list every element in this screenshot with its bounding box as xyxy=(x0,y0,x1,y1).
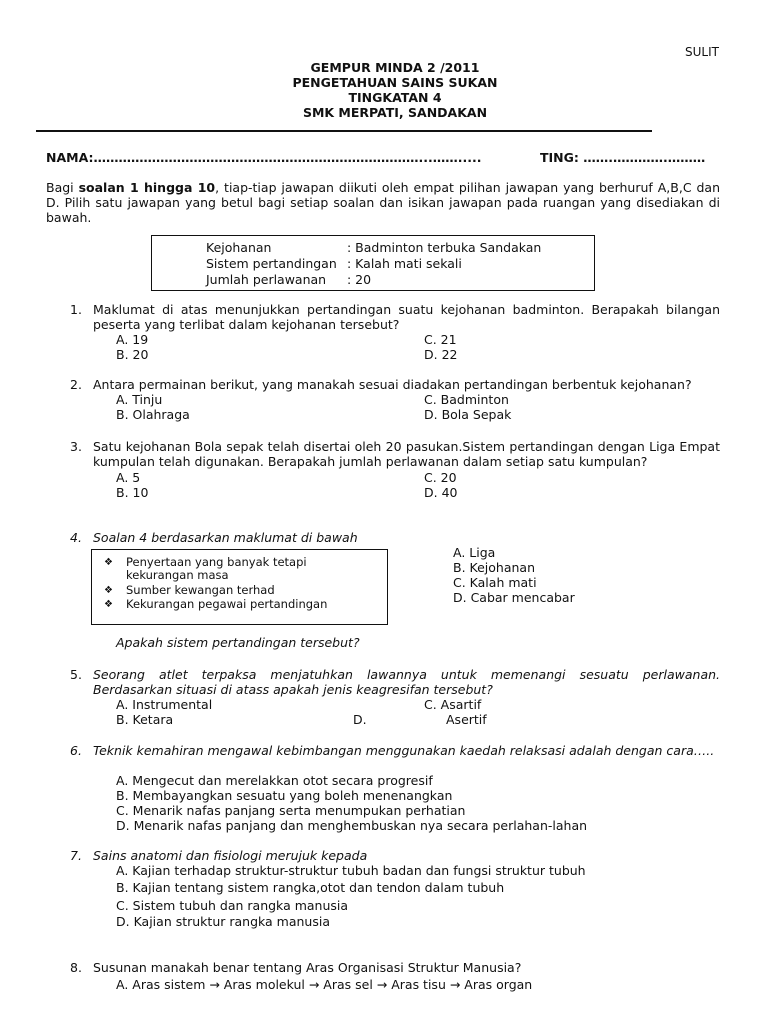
option-d: D. Kajian struktur rangka manusia xyxy=(116,914,330,929)
situation-box xyxy=(91,549,388,625)
instructions-rest: , tiap-tiap jawapan diikuti oleh empat pilihan jawapan yang berhuruf A,B,C dan D. Pilih satu jawapan yang betul bagi setiap soalan dan isikan jawapan pada ruangan yang disediakan di bawah. xyxy=(46,180,721,225)
question-5 xyxy=(70,667,720,697)
question-text: Soalan 4 berdasarkan maklumat di bawah xyxy=(93,530,358,545)
question-prompt: Apakah sistem pertandingan tersebut? xyxy=(116,635,360,650)
option-a: A. 19 xyxy=(116,332,149,347)
option-c: C. Sistem tubuh dan rangka manusia xyxy=(116,898,349,913)
form-level: TINGKATAN 4 xyxy=(348,90,442,105)
info-value: : 20 xyxy=(347,272,372,287)
option-c: C. 20 xyxy=(424,470,457,485)
question-number: 5. xyxy=(70,667,82,682)
option-d: D. Bola Sepak xyxy=(424,407,512,422)
info-value: : Badminton terbuka Sandakan xyxy=(347,240,542,255)
option-b: B. 20 xyxy=(116,347,149,362)
option-d: D. 40 xyxy=(424,485,458,500)
bullet-item xyxy=(104,597,328,611)
option-a: A. Kajian terhadap struktur-struktur tubuh badan dan fungsi struktur tubuh xyxy=(116,863,586,878)
question-text: Susunan manakah benar tentang Aras Organisasi Struktur Manusia? xyxy=(93,960,522,975)
option-c: C. 21 xyxy=(424,332,457,347)
option-b: B. 10 xyxy=(116,485,149,500)
question-text: Satu kejohanan Bola sepak telah disertai oleh 20 pasukan.Sistem pertandingan dengan Liga Empat kumpulan telah digunakan. Berapakah jumlah perlawanan dalam setiap satu kumpulan? xyxy=(93,439,720,469)
subject-title: PENGETAHUAN SAINS SUKAN xyxy=(292,75,498,90)
form-field: TING: …….………….……… xyxy=(540,150,706,165)
instructions-lead: Bagi xyxy=(46,180,79,195)
option-a: A. 5 xyxy=(116,470,141,485)
diamond-bullet-icon: ❖ xyxy=(104,557,113,568)
option-c: C. Asartif xyxy=(424,697,482,712)
question-2 xyxy=(70,377,692,392)
option-b: B. Membayangkan sesuatu yang boleh menenangkan xyxy=(116,788,453,803)
question-3 xyxy=(70,439,720,469)
option-d-letter: D. xyxy=(353,712,367,727)
school-name: SMK MERPATI, SANDAKAN xyxy=(302,105,488,120)
question-1 xyxy=(70,302,720,332)
question-text: Maklumat di atas menunjukkan pertandingan suatu kejohanan badminton. Berapakah bilangan peserta yang terlibat dalam kejohanan tersebut? xyxy=(93,302,720,332)
bullet-item xyxy=(104,555,326,582)
question-text: Antara permainan berikut, yang manakah sesuai diadakan pertandingan berbentuk kejohanan? xyxy=(93,377,692,392)
option-a: A. Mengecut dan merelakkan otot secara progresif xyxy=(116,773,433,788)
option-c: C. Menarik nafas panjang serta menumpukan perhatian xyxy=(116,803,466,818)
question-number: 1. xyxy=(70,302,82,317)
question-number: 4. xyxy=(70,530,82,545)
option-a: A. Instrumental xyxy=(116,697,213,712)
option-d: D. Menarik nafas panjang dan menghembuskan nya secara perlahan-lahan xyxy=(116,818,588,833)
option-d: D. 22 xyxy=(424,347,458,362)
question-4 xyxy=(70,530,358,545)
option-b: B. Kejohanan xyxy=(453,560,535,575)
name-field: NAMA:……………………………………………………………………...……..... xyxy=(46,150,482,165)
question-text: Seorang atlet terpaksa menjatuhkan lawannya untuk memenangi sesuatu perlawanan. Berdasarkan situasi di atass apakah jenis keagresifan tersebut? xyxy=(93,667,720,697)
question-number: 2. xyxy=(70,377,82,392)
info-key: Jumlah perlawanan xyxy=(206,272,327,287)
bullet-text: Kekurangan pegawai pertandingan xyxy=(126,597,328,611)
option-c: C. Kalah mati xyxy=(453,575,537,590)
question-number: 7. xyxy=(70,848,82,863)
question-number: 3. xyxy=(70,439,82,454)
option-a: A. Tinju xyxy=(116,392,163,407)
info-key: Sistem pertandingan xyxy=(206,256,337,271)
option-b: B. Ketara xyxy=(116,712,174,727)
option-c: C. Badminton xyxy=(424,392,509,407)
instructions-bold: soalan 1 hingga 10 xyxy=(78,180,216,195)
diamond-bullet-icon: ❖ xyxy=(104,599,113,610)
header-divider xyxy=(36,130,652,132)
question-6 xyxy=(70,743,715,758)
info-value: : Kalah mati sekali xyxy=(347,256,462,271)
diamond-bullet-icon: ❖ xyxy=(104,585,113,596)
exam-title: GEMPUR MINDA 2 /2011 xyxy=(310,60,480,75)
bullet-item xyxy=(104,583,275,597)
option-b: B. Olahraga xyxy=(116,407,190,422)
question-text: Sains anatomi dan fisiologi merujuk kepada xyxy=(93,848,368,863)
question-number: 8. xyxy=(70,960,82,975)
question-number: 6. xyxy=(70,743,82,758)
option-b: B. Kajian tentang sistem rangka,otot dan tendon dalam tubuh xyxy=(116,880,505,895)
instructions xyxy=(46,180,720,225)
info-row xyxy=(206,240,541,255)
bullet-text: Penyertaan yang banyak tetapi kekurangan masa xyxy=(126,555,307,582)
bullet-text: Sumber kewangan terhad xyxy=(126,583,275,597)
tournament-info-box xyxy=(151,235,595,291)
info-row xyxy=(206,272,371,287)
info-row xyxy=(206,256,462,271)
question-7 xyxy=(70,848,368,863)
question-text: Teknik kemahiran mengawal kebimbangan menggunakan kaedah relaksasi adalah dengan cara….. xyxy=(93,743,715,758)
classification-label: SULIT xyxy=(685,45,719,59)
info-key: Kejohanan xyxy=(206,240,272,255)
question-8 xyxy=(70,960,522,975)
option-a: A. Liga xyxy=(453,545,496,560)
option-d: Asertif xyxy=(446,712,487,727)
option-d: D. Cabar mencabar xyxy=(453,590,575,605)
option-a: A. Aras sistem → Aras molekul → Aras sel → Aras tisu → Aras organ xyxy=(116,977,533,992)
